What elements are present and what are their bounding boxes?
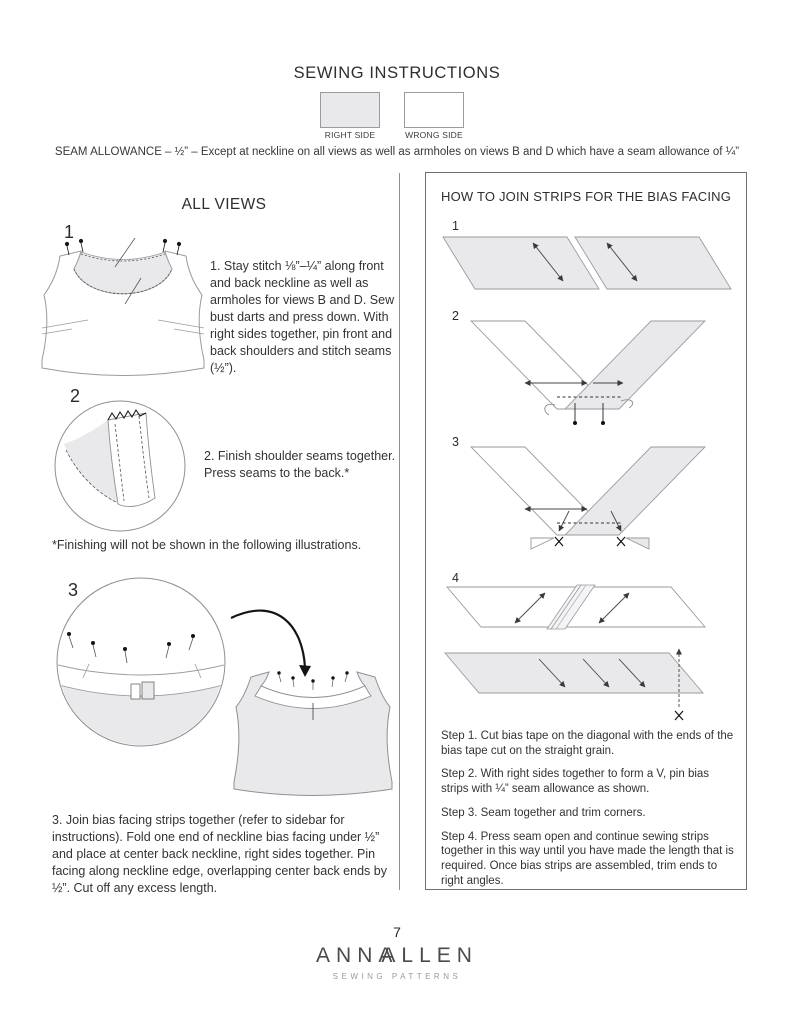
step-2-text: 2. Finish shoulder seams together. Press seams to the back.* [204,449,396,480]
center-back-overlap [142,682,154,699]
snip-mark [675,711,683,720]
step2-shoulder-detail-illustration [52,398,188,534]
diagram-1-label: 1 [452,219,459,233]
back-bodice [234,672,392,796]
wrong-side-fabric-swatch [404,92,464,128]
step-1-number: 1 [64,222,75,242]
back-neck-pins [277,671,348,690]
step-3-number: 3 [68,580,79,600]
snip-marks [555,537,625,546]
diagram-1-bias-strips [441,231,733,301]
right-side-label: RIGHT SIDE [324,130,376,140]
diagram-2-label: 2 [452,309,459,323]
sidebar-step-3: Step 3. Seam together and trim corners. [441,806,646,819]
sidebar-heading: HOW TO JOIN STRIPS FOR THE BIAS FACING [441,189,732,204]
trimmed-corner-left [531,538,554,549]
finishing-footnote: *Finishing will not be shown in the following illustrations. [52,538,362,552]
brand-tagline: SEWING PATTERNS [332,972,462,981]
trimmed-corner-right [626,538,649,549]
brand-name-part2: ALLEN [381,944,478,967]
page-title: SEWING INSTRUCTIONS [293,64,501,82]
sidebar-step-2: Step 2. With right sides together to form a V, pin bias strips with ¼” seam allowance as shown. [441,768,710,796]
diagram-3-label: 3 [452,435,459,449]
step1-bodice-illustration [38,238,208,386]
detail-pointer-arrow [231,611,305,668]
sidebar-steps [441,729,735,897]
step3-neckline-illustration [35,574,400,812]
sidebar-step-1: Step 1. Cut bias tape on the diagonal with the ends of the bias tape cut on the straight grain. [441,730,734,757]
page-number: 7 [393,924,401,940]
step-3-text: 3. Join bias facing strips together (refer to sidebar for instructions). Fold one end of neckline bias facing under ½” and place at center back neckline, right sides together. Pin facing along neckline edge, overlapping center back ends by ½”. Cut off any excess length. [52,813,387,895]
bias-facing-sidebar [425,172,747,890]
seam-allowance-note: SEAM ALLOWANCE – ½” – Except at neckline on all views as well as armholes on views B and D which have a seam allowance of ¼” [54,146,740,158]
center-back-fold [131,684,140,699]
diagram-4-press-and-trim [441,577,733,725]
sidebar-step-4: Step 4. Press seam open and continue sewing strips together in this way until you have made the length that is required. Once bias strips are assembled, trim ends to right angles. [441,830,734,887]
diagram-3-trim-corners [441,445,733,557]
diagram-2-pin-v [441,319,733,431]
step-1-text: 1. Stay stitch ⅛”–¼” along front and back neckline as well as armholes for views B and D. Sew bust darts and press down. With right sides together, pin front and back shoulders and stitch seams (½”). [210,259,395,375]
column-divider [399,173,400,890]
right-side-fabric-swatch [320,92,380,128]
diagram-4-label: 4 [452,571,459,585]
step-2-number: 2 [70,386,81,406]
brand-logo [0,944,794,968]
all-views-heading: ALL VIEWS [181,196,267,213]
brand-name-part1: ANNA [316,944,399,967]
wrong-side-label: WRONG SIDE [405,130,463,140]
